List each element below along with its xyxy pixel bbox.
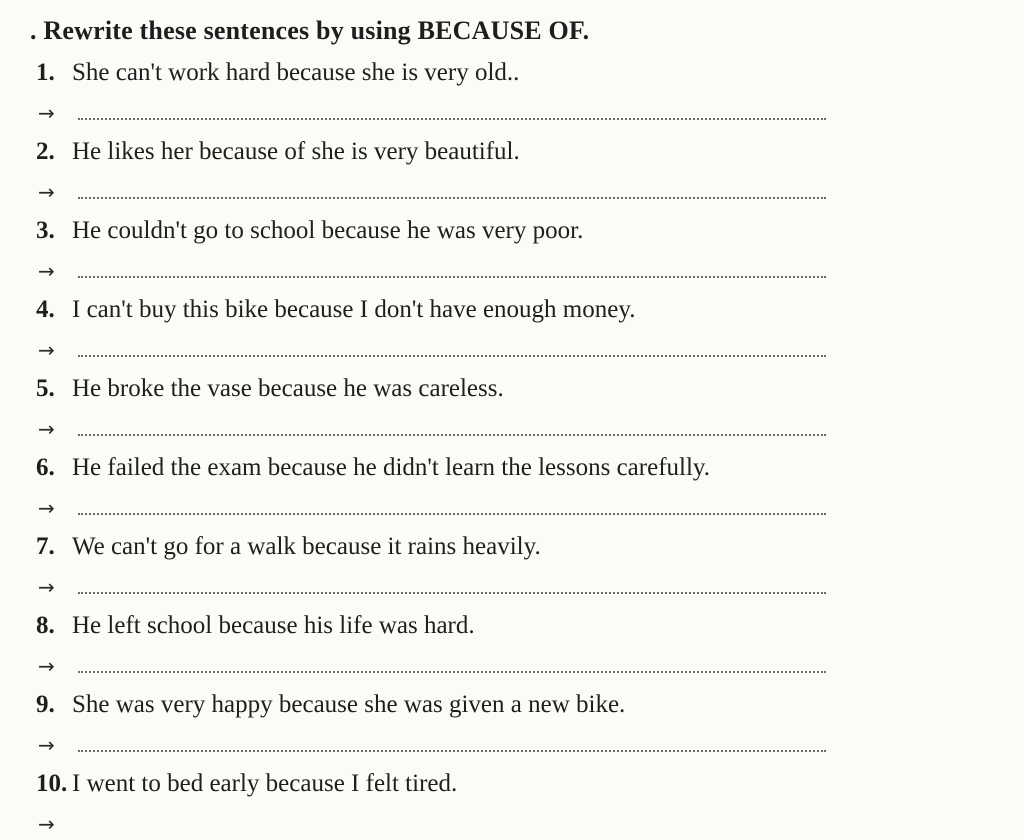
item-text: I can't buy this bike because I don't have enough money. <box>72 296 636 323</box>
item-sentence <box>36 137 520 167</box>
arrow-icon: → <box>38 259 55 283</box>
dotted-line <box>78 118 826 120</box>
item-sentence <box>36 453 710 483</box>
item-text: She can't work hard because she is very old.. <box>72 59 520 86</box>
dotted-line <box>78 750 826 752</box>
answer-line[interactable] <box>36 730 826 760</box>
item-sentence <box>36 374 504 404</box>
item-number: 1. <box>36 59 55 86</box>
item-number: 6. <box>36 454 55 481</box>
answer-line[interactable] <box>36 809 826 839</box>
item-sentence <box>36 690 625 720</box>
arrow-icon: → <box>38 338 55 362</box>
item-text: She was very happy because she was given a new bike. <box>72 691 626 718</box>
arrow-icon: → <box>38 417 55 441</box>
item-sentence <box>36 769 457 799</box>
answer-line[interactable] <box>36 493 826 523</box>
dotted-line <box>78 197 826 199</box>
item-text: He broke the vase because he was careless. <box>72 375 504 402</box>
dotted-line <box>78 671 826 673</box>
arrow-icon: → <box>38 496 55 520</box>
item-text: We can't go for a walk because it rains heavily. <box>72 533 541 560</box>
answer-line[interactable] <box>36 256 826 286</box>
item-text: He likes her because of she is very beautiful. <box>72 138 520 165</box>
dotted-line <box>78 355 826 357</box>
dotted-line <box>78 592 826 594</box>
answer-line[interactable] <box>36 572 826 602</box>
item-text: I went to bed early because I felt tired. <box>72 770 458 797</box>
item-text: He failed the exam because he didn't learn the lessons carefully. <box>72 454 711 481</box>
item-number: 2. <box>36 138 55 165</box>
arrow-icon: → <box>38 733 55 757</box>
item-text: He couldn't go to school because he was very poor. <box>72 217 584 244</box>
answer-line[interactable] <box>36 335 826 365</box>
dotted-line <box>78 434 826 436</box>
arrow-icon: → <box>38 812 55 836</box>
item-sentence <box>36 611 475 641</box>
answer-line[interactable] <box>36 177 826 207</box>
arrow-icon: → <box>38 654 55 678</box>
item-sentence <box>36 295 635 325</box>
arrow-icon: → <box>38 101 55 125</box>
item-number: 9. <box>36 691 55 718</box>
arrow-icon: → <box>38 180 55 204</box>
item-number: 3. <box>36 217 55 244</box>
dotted-line <box>78 513 826 515</box>
worksheet-heading: . Rewrite these sentences by using BECAUSE OF. <box>30 16 590 45</box>
item-sentence <box>36 216 583 246</box>
item-number: 5. <box>36 375 55 402</box>
item-sentence <box>36 58 519 88</box>
item-number: 7. <box>36 533 55 560</box>
item-sentence <box>36 532 541 562</box>
arrow-icon: → <box>38 575 55 599</box>
dotted-line <box>78 276 826 278</box>
item-number: 8. <box>36 612 55 639</box>
item-number: 4. <box>36 296 55 323</box>
answer-line[interactable] <box>36 414 826 444</box>
item-text: He left school because his life was hard. <box>72 612 475 639</box>
answer-line[interactable] <box>36 98 826 128</box>
item-number: 10. <box>36 770 68 797</box>
answer-line[interactable] <box>36 651 826 681</box>
